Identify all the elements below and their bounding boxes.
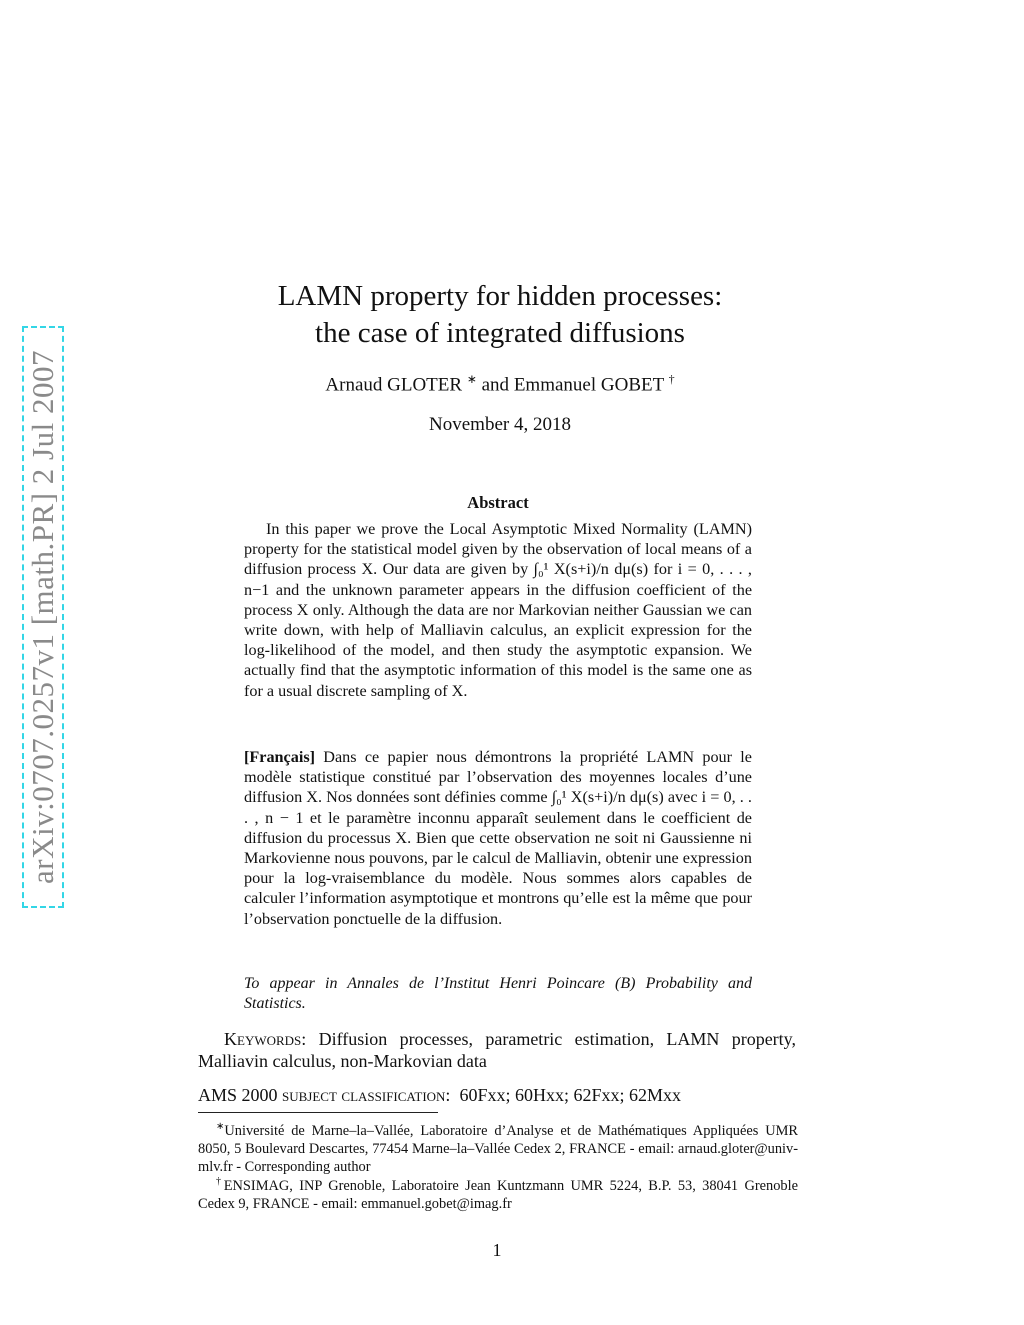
abstract-french-part2: avec i = 0, . . . , n − 1 et le paramètre inconnu apparaît seulement dans le coefficient de diffusion du processus X. Bien que cette observation ne soit ni Gaussienne ni Markovienne nous pouvons, par le calcul de Malliavin, obtenir une expression pour la log-vraisemblance du modèle. Nous sommes alors capables de calculer l’information asymptotique et montrons qu’elle est la même que pour l’observation ponctuelle de la diffusion.	[244, 788, 752, 928]
abstract-english-part1: In this paper we prove the Local Asymptotic Mixed Normality (LAMN) property for the statistical model given by the observation of local means of a diffusion process X. Our data are given by	[244, 520, 752, 579]
page-number: 1	[492, 1240, 502, 1260]
footnote-rule	[198, 1112, 438, 1113]
abstract-french-part1: Dans ce papier nous démontrons la propriété LAMN pour le modèle statistique constitué par l’observation des moyennes locales d’une diffusion X. Nos données sont définies comme	[244, 748, 752, 807]
ams-codes: 60Fxx; 60Hxx; 62Fxx; 62Mxx	[459, 1085, 681, 1105]
authors-conj: and	[481, 374, 510, 396]
french-label: [Français]	[244, 748, 316, 766]
abstract-heading: Abstract	[467, 493, 529, 512]
footnote-2-text: ENSIMAG, INP Grenoble, Laboratoire Jean Kuntzmann UMR 5224, B.P. 53, 38041 Grenoble Cedex 9, FRANCE - email: emmanuel.gobet@imag.fr	[198, 1177, 798, 1212]
author-1: Arnaud GLOTER	[325, 374, 463, 396]
abstract-english-formula: ∫₀¹ X(s+i)/n dμ(s)	[533, 560, 649, 579]
arxiv-stamp-text: arXiv:0707.0257v1 [math.PR] 2 Jul 2007	[25, 350, 61, 884]
abstract-french-formula: ∫₀¹ X(s+i)/n dμ(s)	[551, 788, 664, 807]
footnote-1-text: Université de Marne–la–Vallée, Laboratoire d’Analyse et de Mathématiques Appliquées UMR 8050, 5 Boulevard Descartes, 77454 Marne–la–Vallée Cedex 2, FRANCE - email: arnaud.gloter@univ-mlv.fr - Corresponding author	[198, 1122, 798, 1175]
ams-label-prefix: AMS 2000	[198, 1085, 278, 1105]
footnote-2-mark: †	[216, 1176, 224, 1187]
title-line-2: the case of integrated diffusions	[315, 317, 685, 349]
paper-date: November 4, 2018	[429, 414, 571, 435]
author-2: Emmanuel GOBET	[513, 374, 664, 396]
author-2-mark: †	[668, 372, 675, 386]
abstract-french	[244, 747, 752, 929]
footnote-1	[198, 1118, 798, 1176]
author-1-mark: ∗	[466, 372, 477, 386]
footnote-2	[198, 1173, 798, 1213]
authors	[0, 372, 1000, 396]
footnote-1-mark: ∗	[216, 1121, 225, 1132]
keywords-label: Keywords:	[224, 1029, 307, 1049]
abstract-english-part2: for i = 0, . . . , n−1 and the unknown parameter appears in the diffusion coefficient of the process X only. Although the data are nor Markovian neither Gaussian we can write down, with help of Malliavin calculus, an explicit expression for the log-likelihood of the model, and then study the asymptotic expansion. We actually find that the asymptotic information of this model is the same one as for a usual discrete sampling of X.	[244, 560, 752, 700]
keywords-text: Diffusion processes, parametric estimation, LAMN property, Malliavin calculus, non-Markovian data	[198, 1029, 797, 1071]
ams-label: subject classification:	[282, 1085, 451, 1105]
paper-title	[0, 278, 1000, 352]
keywords	[198, 1028, 796, 1072]
to-appear-note: To appear in Annales de l’Institut Henri Poincare (B) Probability and Statistics.	[244, 975, 752, 1012]
title-line-1: LAMN property for hidden processes:	[277, 280, 723, 312]
ams-classification	[198, 1084, 798, 1106]
abstract-english	[244, 519, 752, 701]
